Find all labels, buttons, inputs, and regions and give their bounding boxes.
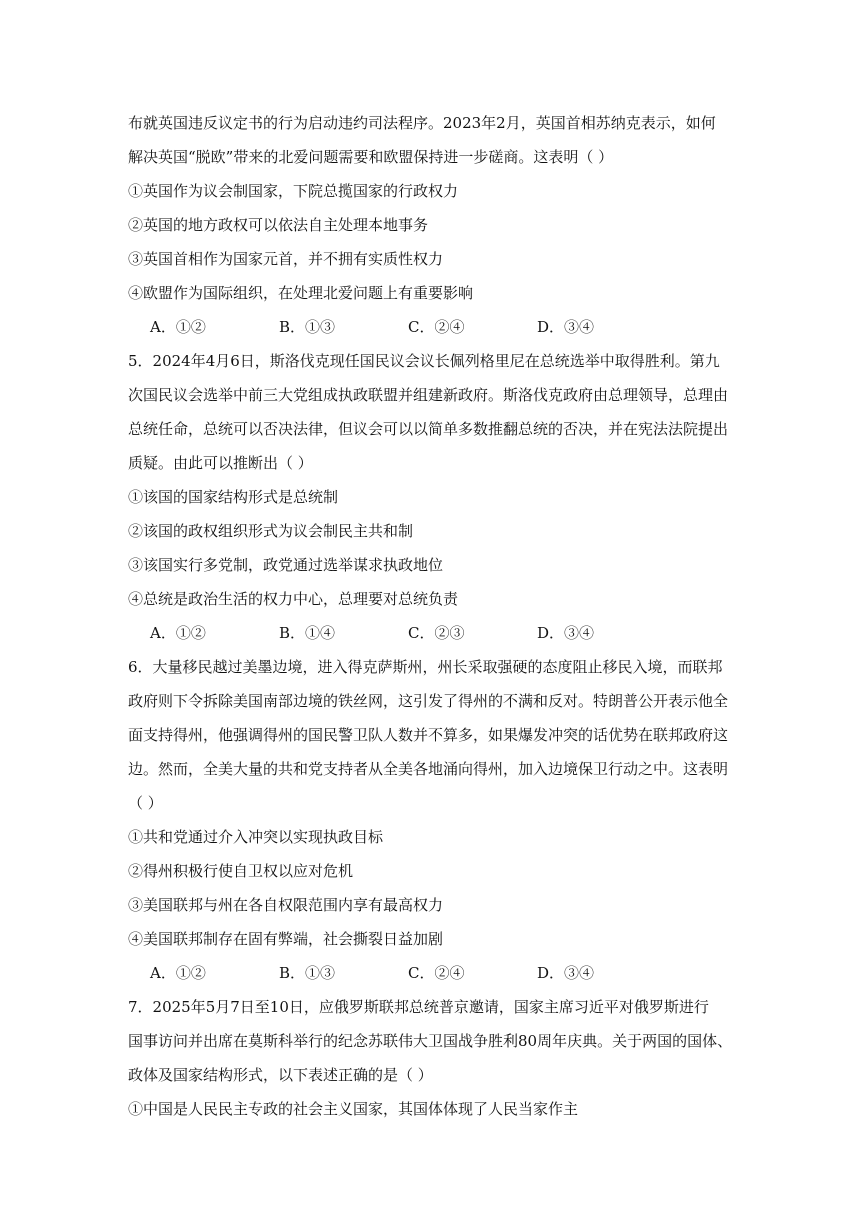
question-6-stem-line: 政府则下令拆除美国南部边境的铁丝网，这引发了得州的不满和反对。特朗普公开表示他全 [128,692,729,710]
option-a: A．①② [150,318,206,336]
question-6-item-1: ①共和党通过介入冲突以实现执政目标 [128,828,384,846]
question-6-stem-line: 6．大量移民越过美墨边境，进入得克萨斯州，州长采取强硬的态度阻止移民入境，而联邦 [128,658,723,676]
question-5-options [128,616,738,650]
question-4-item-1: ①英国作为议会制国家，下院总揽国家的行政权力 [128,182,459,200]
question-6-stem-line: 面支持得州，他强调得州的国民警卫队人数并不算多，如果爆发冲突的话优势在联邦政府这 [128,726,729,744]
question-4-item-3: ③英国首相作为国家元首，并不拥有实质性权力 [128,250,444,268]
question-5-stem-line: 质疑。由此可以推断出（ ） [128,454,313,472]
question-4-item-2: ②英国的地方政权可以依法自主处理本地事务 [128,216,429,234]
question-4 [128,106,738,344]
question-7-stem-line: 政体及国家结构形式，以下表述正确的是（ ） [128,1066,433,1084]
question-6-item-3: ③美国联邦与州在各自权限范围内享有最高权力 [128,896,444,914]
question-7 [128,990,738,1126]
option-a: A．①② [150,964,206,982]
question-5-item-1: ①该国的国家结构形式是总统制 [128,488,339,506]
option-c: C．②③ [408,624,465,642]
option-b: B．①③ [279,318,336,336]
question-6-item-4: ④美国联邦制存在固有弊端，社会撕裂日益加剧 [128,930,444,948]
option-d: D．③④ [537,964,595,982]
question-6-stem-line: （ ） [128,794,163,812]
option-b: B．①③ [279,964,336,982]
question-5-item-3: ③该国实行多党制，政党通过选举谋求执政地位 [128,556,444,574]
question-5-stem-line: 总统任命，总统可以否决法律，但议会可以以简单多数推翻总统的否决，并在宪法法院提出 [128,420,729,438]
question-5-stem-line: 次国民议会选举中前三大党组成执政联盟并组建新政府。斯洛伐克政府由总理领导，总理由 [128,386,729,404]
question-4-stem-line: 解决英国“脱欧”带来的北爱问题需要和欧盟保持进一步磋商。这表明（ ） [128,148,614,166]
question-4-stem-line: 布就英国违反议定书的行为启动违约司法程序。2023年2月，英国首相苏纳克表示，如何 [128,114,716,132]
option-d: D．③④ [537,318,595,336]
question-5-stem-line: 5．2024年4月6日，斯洛伐克现任国民议会议长佩列格里尼在总统选举中取得胜利。第九 [128,352,720,370]
question-5-item-4: ④总统是政治生活的权力中心，总理要对总统负责 [128,590,459,608]
question-5 [128,344,738,650]
question-7-item-1: ①中国是人民民主专政的社会主义国家，其国体体现了人民当家作主 [128,1100,579,1118]
question-4-options [128,310,738,344]
question-4-item-4: ④欧盟作为国际组织，在处理北爱问题上有重要影响 [128,284,474,302]
question-7-stem-line: 国事访问并出席在莫斯科举行的纪念苏联伟大卫国战争胜利80周年庆典。关于两国的国体、 [128,1032,733,1050]
question-5-item-2: ②该国的政权组织形式为议会制民主共和制 [128,522,414,540]
question-6-stem-line: 边。然而，全美大量的共和党支持者从全美各地涌向得州，加入边境保卫行动之中。这表明 [128,760,729,778]
option-c: C．②④ [408,964,465,982]
question-6-options [128,956,738,990]
option-d: D．③④ [537,624,595,642]
question-6 [128,650,738,990]
option-c: C．②④ [408,318,465,336]
question-7-stem-line: 7．2025年5月7日至10日，应俄罗斯联邦总统普京邀请，国家主席习近平对俄罗斯进行 [128,998,709,1016]
question-6-item-2: ②得州积极行使自卫权以应对危机 [128,862,354,880]
option-a: A．①② [150,624,206,642]
option-b: B．①④ [279,624,336,642]
